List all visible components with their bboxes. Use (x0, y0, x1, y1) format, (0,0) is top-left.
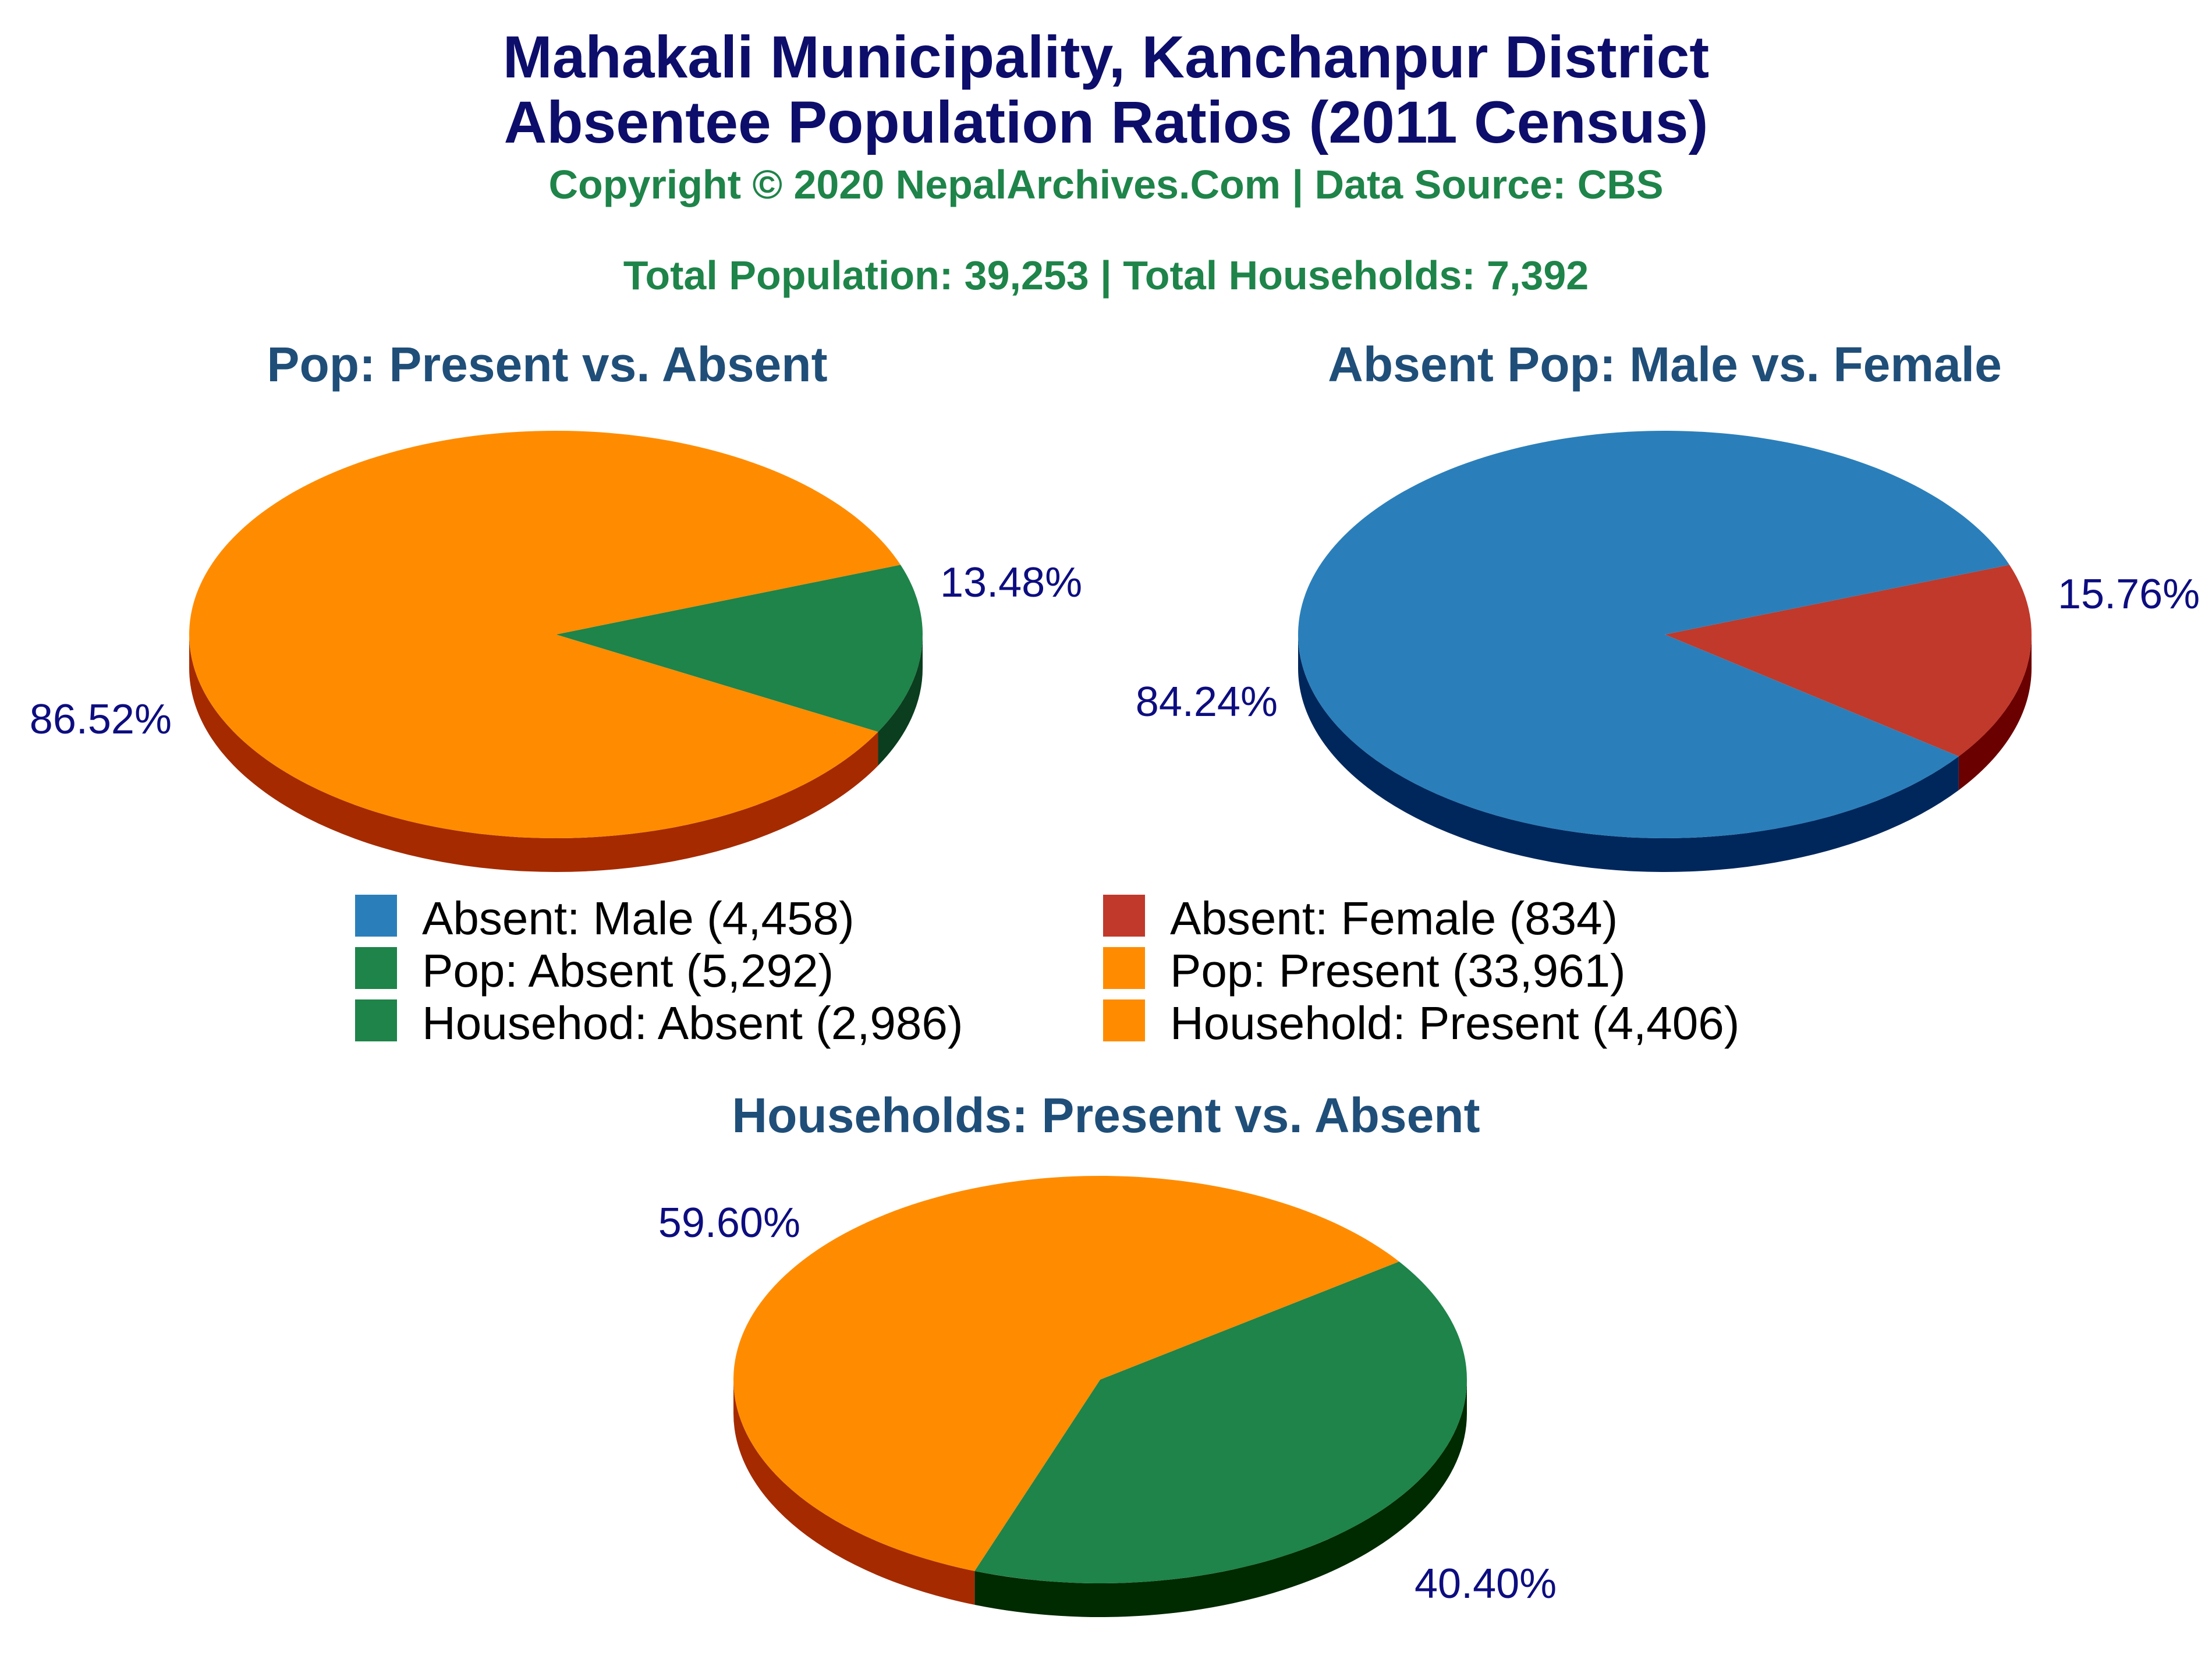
chart-title-line1: Mahakali Municipality, Kanchanpur District (502, 24, 1710, 90)
pie-households-present-vs-absent (658, 1088, 1557, 1617)
totals-text: Total Population: 39,253 | Total Households: 7,392 (623, 253, 1589, 298)
pie-title: Pop: Present vs. Absent (267, 337, 828, 392)
legend-swatch-absent-female-834 (1103, 895, 1145, 937)
legend-swatch-househod-absent-2-986 (355, 999, 397, 1041)
chart-title-line2: Absentee Population Ratios (2011 Census) (504, 89, 1708, 155)
legend-swatch-household-present-4-406 (1103, 999, 1145, 1041)
legend-swatch-pop-present-33-961 (1103, 947, 1145, 989)
legend-label-household-present-4-406: Household: Present (4,406) (1170, 997, 1740, 1049)
pie-percent-label-pop_absent: 13.48% (940, 559, 1083, 606)
legend-label-absent-female-834: Absent: Female (834) (1170, 892, 1618, 944)
pie-title: Absent Pop: Male vs. Female (1328, 337, 2002, 392)
pie-pop-present-vs-absent (30, 337, 1082, 872)
legend-label-pop-absent-5-292: Pop: Absent (5,292) (422, 945, 834, 997)
copyright-text: Copyright © 2020 NepalArchives.Com | Data Source: CBS (548, 162, 1664, 207)
pie-percent-label-hh_absent: 40.40% (1415, 1561, 1557, 1607)
pie-title: Households: Present vs. Absent (732, 1088, 1480, 1143)
legend-label-househod-absent-2-986: Househod: Absent (2,986) (422, 997, 963, 1049)
pie-percent-label-pop_present: 86.52% (29, 696, 172, 743)
pie-absent-male-vs-female (1136, 337, 2200, 872)
legend-swatch-pop-absent-5-292 (355, 947, 397, 989)
pie-percent-label-absent_male: 84.24% (1135, 679, 1278, 725)
pie-percent-label-hh_present: 59.60% (658, 1200, 800, 1246)
legend (355, 892, 1739, 1049)
legend-label-absent-male-4-458: Absent: Male (4,458) (422, 892, 855, 944)
legend-label-pop-present-33-961: Pop: Present (33,961) (1170, 945, 1626, 997)
pie-percent-label-absent_female: 15.76% (2058, 571, 2200, 618)
legend-swatch-absent-male-4-458 (355, 895, 397, 937)
